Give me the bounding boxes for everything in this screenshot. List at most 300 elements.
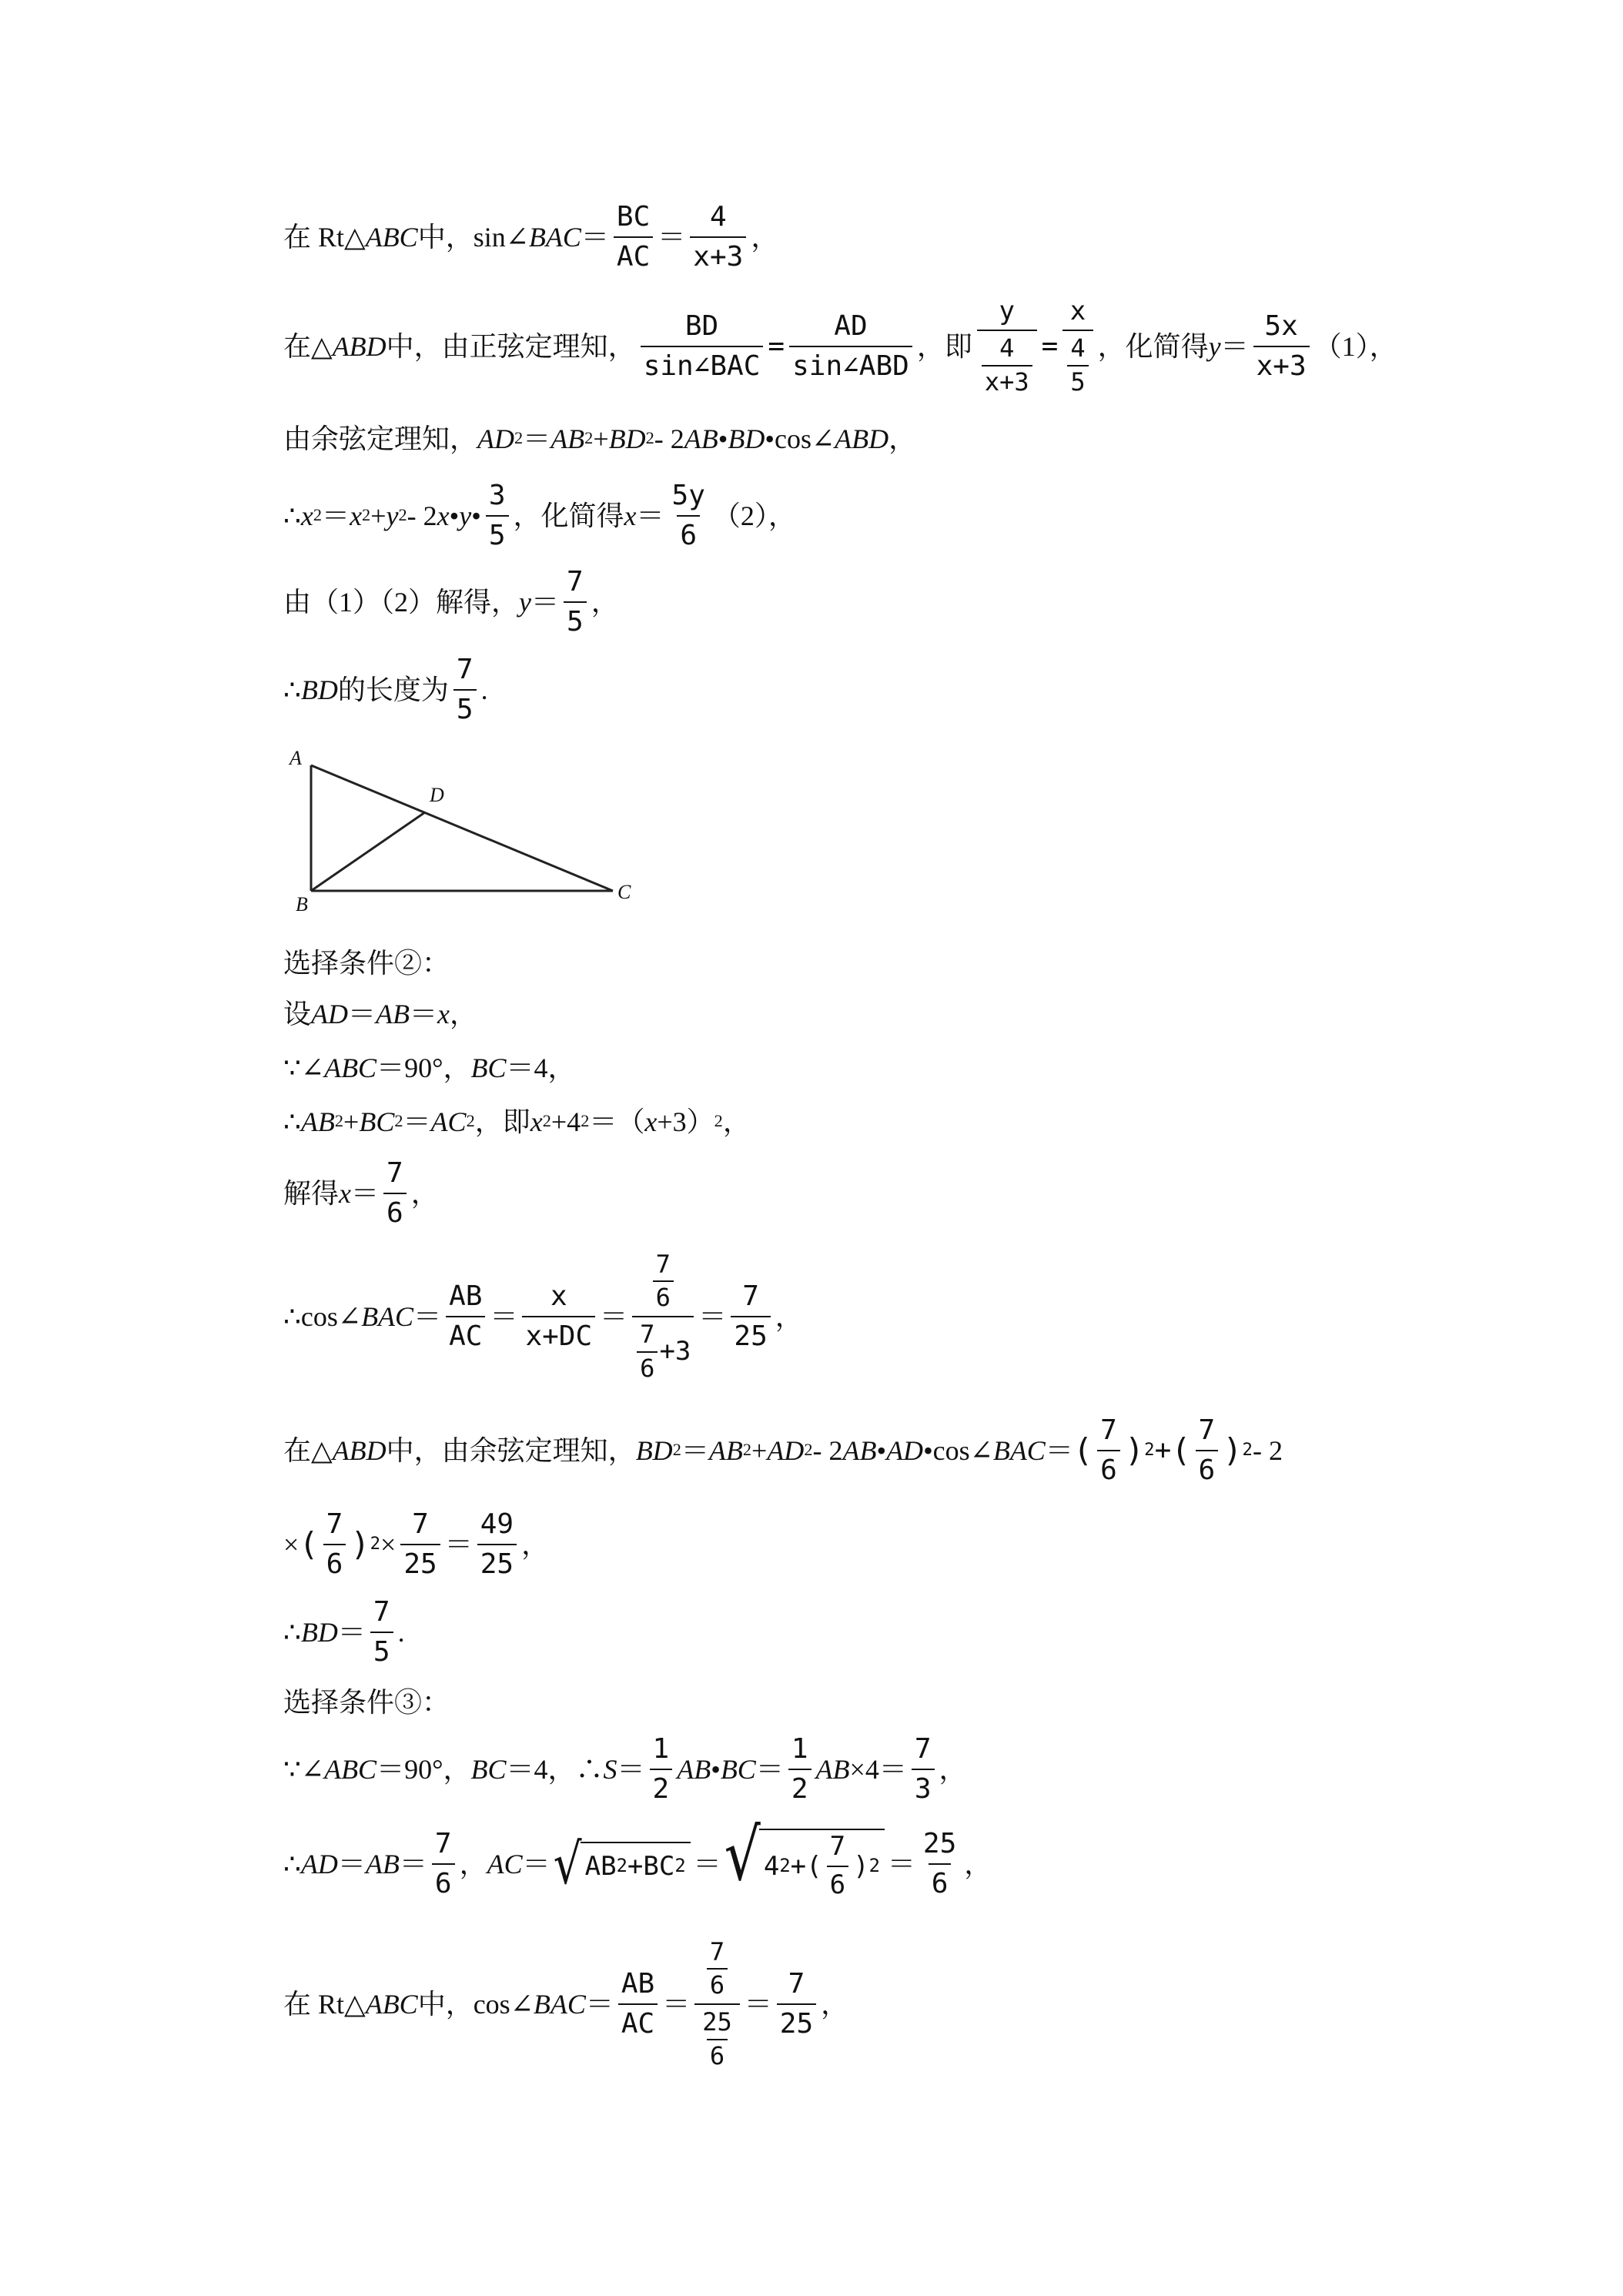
text: ∴	[283, 1617, 301, 1648]
numerator: 7	[829, 1831, 846, 1863]
text: ，	[521, 1529, 550, 1560]
text: ABC	[365, 1989, 418, 2020]
numerator: 7	[387, 1157, 403, 1190]
text: ，	[964, 1849, 992, 1879]
fraction	[1253, 312, 1310, 381]
text: BD	[635, 1435, 673, 1466]
text: y	[1208, 331, 1221, 362]
denominator: 5	[370, 1632, 393, 1667]
text: （1），	[1313, 331, 1397, 362]
line-cosine-law-bd: 在△ ABD 中，由余弦定理知， BD $^2$ ＝ AB $^2$ + AD $^2$ - 2 AB • AD •cos∠ BAC ＝ ( $\frac{7}{6}$ ) $^2$ + ( $\frac{7}{6}$ ) $^2$ - 2	[283, 1414, 1283, 1486]
text: +3）	[657, 1106, 714, 1137]
text: - 2	[654, 423, 684, 454]
text: BC	[359, 1106, 395, 1137]
text: ABD	[332, 1435, 387, 1466]
text: ＝	[490, 1301, 518, 1332]
numerator: 25	[922, 1828, 957, 1860]
text: BD	[300, 1617, 338, 1648]
text: ，	[591, 587, 619, 618]
text: ，即	[474, 1106, 530, 1137]
text: x	[437, 999, 450, 1029]
text: +4	[550, 1106, 581, 1137]
fraction	[827, 1833, 848, 1899]
text: BAC	[992, 1435, 1046, 1466]
text: ＝	[636, 500, 664, 531]
text: 4	[763, 1851, 780, 1882]
text: •	[876, 1435, 887, 1466]
line-ac-sqrt	[283, 1814, 992, 1906]
text: 解得	[283, 1178, 340, 1209]
line-area	[283, 1731, 967, 1808]
text: +	[751, 1435, 768, 1466]
denominator: sin∠ABD	[789, 346, 912, 381]
text: ∴	[283, 1849, 301, 1879]
text: ∵∠	[283, 1754, 325, 1785]
text: AB	[584, 1851, 617, 1882]
text: x	[300, 500, 313, 531]
numerator: BD	[684, 310, 719, 343]
fraction	[453, 655, 477, 725]
vertex-label-c: C	[617, 881, 631, 903]
text: AB	[842, 1435, 877, 1466]
fraction	[446, 1282, 485, 1351]
text: ，	[888, 423, 917, 454]
denominator: x+3	[690, 236, 746, 272]
text: ＝90°，	[376, 1053, 471, 1083]
text: ，即	[916, 331, 972, 362]
denominator: x+DC	[522, 1316, 595, 1351]
denominator: 5	[486, 515, 509, 551]
fraction	[641, 312, 764, 381]
text: +	[593, 423, 609, 454]
text: •	[711, 1754, 721, 1785]
numerator: 7	[640, 1320, 655, 1349]
fraction	[777, 1970, 816, 2039]
text: ×	[380, 1529, 397, 1560]
text: AC	[487, 1849, 523, 1879]
text: ＝	[410, 999, 438, 1029]
text: ＝	[399, 1849, 427, 1879]
text: +(	[790, 1851, 822, 1882]
left-paren: (	[299, 1525, 319, 1563]
text: AB	[708, 1435, 743, 1466]
line-pythagoras: ∴ AB $^2$ + BC $^2$ ＝ AC $^2$ ，即 x $^2$ +4 $^2$ ＝（ x +3） $^2$ ，	[283, 1106, 751, 1137]
text: ＝	[444, 1529, 473, 1560]
text: AD	[886, 1435, 924, 1466]
text: ＝90°，	[376, 1754, 471, 1785]
fraction	[731, 1282, 770, 1351]
text: 的长度为	[337, 674, 449, 705]
text: .	[397, 1617, 405, 1648]
denominator: 25	[477, 1544, 517, 1579]
denominator: 25	[777, 2003, 816, 2039]
text: +	[370, 500, 387, 531]
text: =	[1041, 330, 1059, 362]
vertex-label-d: D	[430, 784, 444, 806]
text: •cos∠	[765, 423, 835, 454]
text: ＝（	[589, 1106, 645, 1137]
text: ，	[410, 1178, 439, 1209]
numerator	[702, 1936, 732, 2003]
heading-condition-3	[283, 1685, 450, 1720]
text: ＝	[681, 1435, 709, 1466]
square-root	[553, 1831, 691, 1897]
text: ×4＝	[849, 1754, 907, 1785]
text: BC	[470, 1053, 507, 1083]
text: x	[624, 500, 637, 531]
fraction	[912, 1735, 935, 1804]
right-paren: )	[350, 1525, 370, 1563]
text: 中，sin∠	[417, 222, 529, 253]
numerator: 1	[791, 1733, 808, 1766]
text: ＝	[351, 1178, 380, 1209]
denominator: 2	[788, 1769, 812, 1804]
text: ＝	[523, 423, 551, 454]
denominator: sin∠BAC	[641, 346, 764, 381]
left-paren: (	[1171, 1431, 1191, 1469]
line-cosine-law-continued: × ( $\frac{7}{6}$ ) $^2$ × $\frac{7}{25}$ ＝ $\frac{49}{25}$ ，	[283, 1508, 550, 1580]
denominator: 6	[383, 1193, 407, 1228]
numerator: 7	[326, 1508, 343, 1541]
segment-ac	[311, 765, 613, 891]
text: y	[519, 587, 531, 618]
text: •	[471, 500, 481, 531]
denominator: 6	[323, 1544, 346, 1579]
text: AB	[376, 999, 410, 1029]
segment-bd	[311, 812, 425, 891]
line-bd-length	[283, 651, 488, 728]
text: AB	[815, 1754, 850, 1785]
text: ，	[459, 1849, 487, 1879]
text: AB	[684, 423, 718, 454]
text: 中，cos∠	[417, 1989, 534, 2020]
denominator	[694, 2003, 740, 2069]
vertex-label-a: A	[289, 747, 302, 769]
line-angle-abc	[283, 1050, 576, 1086]
text: +3	[659, 1335, 691, 1367]
fraction	[383, 1159, 407, 1228]
text: 选择条件②：	[283, 948, 450, 979]
denominator: x+3	[1253, 346, 1310, 381]
text: )	[853, 1851, 869, 1882]
numerator: 7	[742, 1280, 759, 1313]
fraction	[370, 1598, 393, 1667]
fraction	[707, 1936, 728, 2000]
text: x	[437, 500, 450, 531]
text: ，	[939, 1754, 967, 1785]
text: ∴	[283, 500, 301, 531]
radical-sign-icon: √	[553, 1831, 582, 1897]
text: BAC	[528, 222, 581, 253]
fraction	[637, 1322, 658, 1381]
text: BAC	[533, 1989, 586, 2020]
text: ＝4，∴	[506, 1754, 604, 1785]
fraction	[486, 481, 509, 551]
text: ∴	[283, 1106, 301, 1137]
text: ＝	[617, 1754, 645, 1785]
text: AB	[677, 1754, 711, 1785]
fraction	[1196, 1416, 1219, 1485]
denominator	[977, 330, 1037, 395]
text: +BC	[627, 1851, 675, 1882]
text: ，	[722, 1106, 751, 1137]
text: ＝	[585, 1989, 614, 2020]
text: ∴cos∠	[283, 1301, 362, 1332]
numerator: x	[1069, 295, 1086, 326]
text: 由（1）（2）解得，	[283, 587, 520, 618]
text: ＝	[744, 1989, 772, 2020]
radical-sign-icon: √	[724, 1814, 761, 1897]
vertex-label-b: B	[296, 893, 308, 915]
text: ABC	[324, 1754, 377, 1785]
text: x	[530, 1106, 543, 1137]
text: ，	[450, 999, 478, 1029]
text: AB	[300, 1106, 335, 1137]
fraction	[432, 1829, 455, 1899]
denominator: 5	[1067, 365, 1088, 396]
line-solve-x	[283, 1155, 439, 1232]
text: 在 Rt△	[283, 1989, 366, 2020]
fraction	[400, 1510, 440, 1579]
numerator: y	[999, 295, 1015, 326]
text: - 2	[1252, 1435, 1283, 1466]
text: ＝	[662, 1989, 691, 2020]
line-set-ad	[283, 996, 477, 1032]
fraction	[694, 1936, 740, 2070]
text: x	[339, 1178, 351, 1209]
fraction	[614, 202, 653, 272]
text: ＝	[600, 1301, 628, 1332]
line-sin-bac	[283, 199, 778, 276]
denominator: 6	[707, 1968, 728, 1999]
text: 中，由余弦定理知，	[386, 1435, 636, 1466]
denominator: 6	[1196, 1450, 1219, 1485]
text: AB	[365, 1849, 400, 1879]
fraction	[1062, 295, 1093, 397]
text: ＝	[887, 1849, 915, 1879]
numerator: BC	[616, 201, 651, 233]
numerator: 5x	[1264, 310, 1298, 343]
numerator: 5y	[671, 480, 705, 512]
text: S	[603, 1754, 617, 1785]
denominator: x+3	[982, 365, 1032, 396]
text: 选择条件③：	[283, 1687, 450, 1718]
denominator: AC	[618, 2003, 658, 2039]
text: 中，由正弦定理知，	[386, 331, 636, 362]
denominator: 25	[731, 1316, 770, 1351]
fraction	[1067, 333, 1088, 397]
fraction	[653, 1249, 674, 1313]
radicand: 4 $^2$ +( $\frac{7}{6}$ ) $^2$	[759, 1829, 885, 1899]
fraction	[522, 1282, 595, 1351]
text: ＝	[322, 500, 350, 531]
line-cos-bac	[283, 1240, 803, 1394]
right-paren: )	[1124, 1431, 1145, 1469]
fraction	[788, 1735, 812, 1804]
numerator: 7	[788, 1968, 805, 2000]
numerator: 7	[1100, 1414, 1117, 1447]
numerator: AB	[621, 1968, 655, 2000]
numerator: 4	[709, 201, 727, 233]
denominator: AC	[446, 1316, 485, 1351]
text: ABD	[835, 423, 889, 454]
text: ，	[775, 1301, 803, 1332]
text: ＝	[337, 1617, 366, 1648]
fraction	[650, 1735, 673, 1804]
denominator: 6	[827, 1866, 848, 1899]
text: ＝	[581, 222, 609, 253]
text: .	[480, 674, 488, 705]
text: ＝4，	[506, 1053, 576, 1083]
fraction	[982, 333, 1032, 397]
numerator: 49	[480, 1508, 514, 1541]
text: ∵∠	[283, 1053, 325, 1083]
left-paren: (	[1073, 1431, 1093, 1469]
text: BC	[720, 1754, 756, 1785]
fraction	[789, 312, 912, 381]
line-sine-law	[283, 293, 1397, 400]
text: BD	[728, 423, 765, 454]
numerator: 25	[702, 2007, 732, 2037]
text: AB	[550, 423, 585, 454]
text: +	[1154, 1434, 1172, 1466]
numerator: x	[550, 1280, 567, 1313]
text: BAC	[361, 1301, 414, 1332]
denominator: 25	[400, 1544, 440, 1579]
text: ABC	[365, 222, 418, 253]
text: y	[459, 500, 472, 531]
triangle-diagram	[286, 745, 648, 922]
text: AD	[477, 423, 515, 454]
numerator: 3	[488, 480, 506, 512]
numerator: 7	[373, 1596, 390, 1628]
numerator: 7	[434, 1828, 452, 1860]
text: AC	[430, 1106, 467, 1137]
text: ，化简得	[513, 500, 624, 531]
line-cosine-law: 由余弦定理知， AD $^2$ ＝ AB $^2$ + BD $^2$ - 2 AB • BD •cos∠ ABD ，	[283, 423, 917, 454]
numerator: 7	[456, 654, 474, 686]
text: x	[350, 500, 363, 531]
text: ＝	[1220, 331, 1249, 362]
text: BD	[608, 423, 646, 454]
numerator: 7	[412, 1508, 429, 1541]
fraction	[632, 1249, 694, 1383]
denominator: 2	[650, 1769, 673, 1804]
text: ∴	[283, 674, 301, 705]
fraction	[564, 567, 587, 637]
text: ＝	[337, 1849, 366, 1879]
numerator: 7	[567, 566, 584, 598]
numerator	[648, 1249, 678, 1316]
denominator: AC	[614, 236, 653, 272]
text: ABD	[332, 331, 387, 362]
denominator: 6	[432, 1863, 455, 1899]
text: AD	[311, 999, 349, 1029]
denominator: 6	[707, 2039, 728, 2070]
denominator: 6	[637, 1351, 658, 1382]
text: ，	[821, 1989, 849, 2020]
text: ＝	[658, 222, 686, 253]
text: 由余弦定理知，	[283, 423, 478, 454]
text: =	[768, 330, 785, 362]
fraction	[699, 2007, 735, 2070]
text: BD	[300, 674, 338, 705]
fraction	[1097, 1416, 1120, 1485]
text: ×	[283, 1529, 300, 1560]
text: 在△	[283, 1435, 333, 1466]
fraction	[920, 1829, 959, 1899]
numerator: 4	[1070, 333, 1086, 363]
denominator	[632, 1316, 694, 1381]
text: +	[343, 1106, 360, 1137]
numerator: 7	[709, 1936, 725, 1966]
denominator: 6	[677, 515, 700, 551]
line-solve-y	[283, 564, 619, 641]
denominator: 6	[653, 1280, 674, 1311]
text: ＝	[698, 1301, 727, 1332]
text: ＝	[403, 1106, 431, 1137]
text: ＝	[755, 1754, 784, 1785]
denominator: 3	[912, 1769, 935, 1804]
fraction	[690, 202, 746, 272]
denominator: 5	[453, 689, 477, 725]
text: •cos∠	[923, 1435, 993, 1466]
fraction	[618, 1970, 658, 2039]
fraction	[477, 1510, 517, 1579]
numerator: 7	[655, 1249, 671, 1279]
text: AD	[300, 1849, 338, 1879]
text: ，化简得	[1097, 331, 1209, 362]
text: ＝	[693, 1849, 721, 1879]
text: AD	[767, 1435, 805, 1466]
numerator: 4	[999, 333, 1015, 363]
denominator	[1062, 330, 1093, 395]
text: ＝	[413, 1301, 442, 1332]
denominator: 6	[929, 1863, 952, 1899]
line-rt-cos-bac	[283, 1923, 848, 2085]
text: （2），	[712, 500, 796, 531]
right-paren: )	[1223, 1431, 1243, 1469]
text: 在△	[283, 331, 333, 362]
square-root	[724, 1814, 885, 1900]
heading-condition-2	[283, 946, 450, 981]
text: - 2	[812, 1435, 843, 1466]
radicand: AB $^2$ +BC $^2$	[581, 1842, 691, 1886]
numerator: 1	[652, 1733, 670, 1766]
text: y	[386, 500, 399, 531]
text: ＝	[531, 587, 560, 618]
numerator: AB	[449, 1280, 483, 1313]
fraction	[977, 295, 1037, 397]
text: •	[718, 423, 728, 454]
numerator: 7	[914, 1733, 932, 1766]
numerator: AD	[834, 310, 868, 343]
text: BC	[470, 1754, 507, 1785]
text: x	[644, 1106, 658, 1137]
text: 在 Rt△	[283, 222, 366, 253]
fraction	[669, 481, 708, 551]
fraction	[323, 1510, 346, 1579]
triangle-figure	[286, 745, 648, 922]
text: ABC	[324, 1053, 377, 1083]
line-bd-result	[283, 1594, 405, 1671]
text: •	[449, 500, 460, 531]
text: ＝	[522, 1849, 550, 1879]
denominator: 5	[564, 601, 587, 637]
text: ，	[751, 222, 779, 253]
text: ＝	[348, 999, 376, 1029]
text: 设	[283, 999, 312, 1029]
